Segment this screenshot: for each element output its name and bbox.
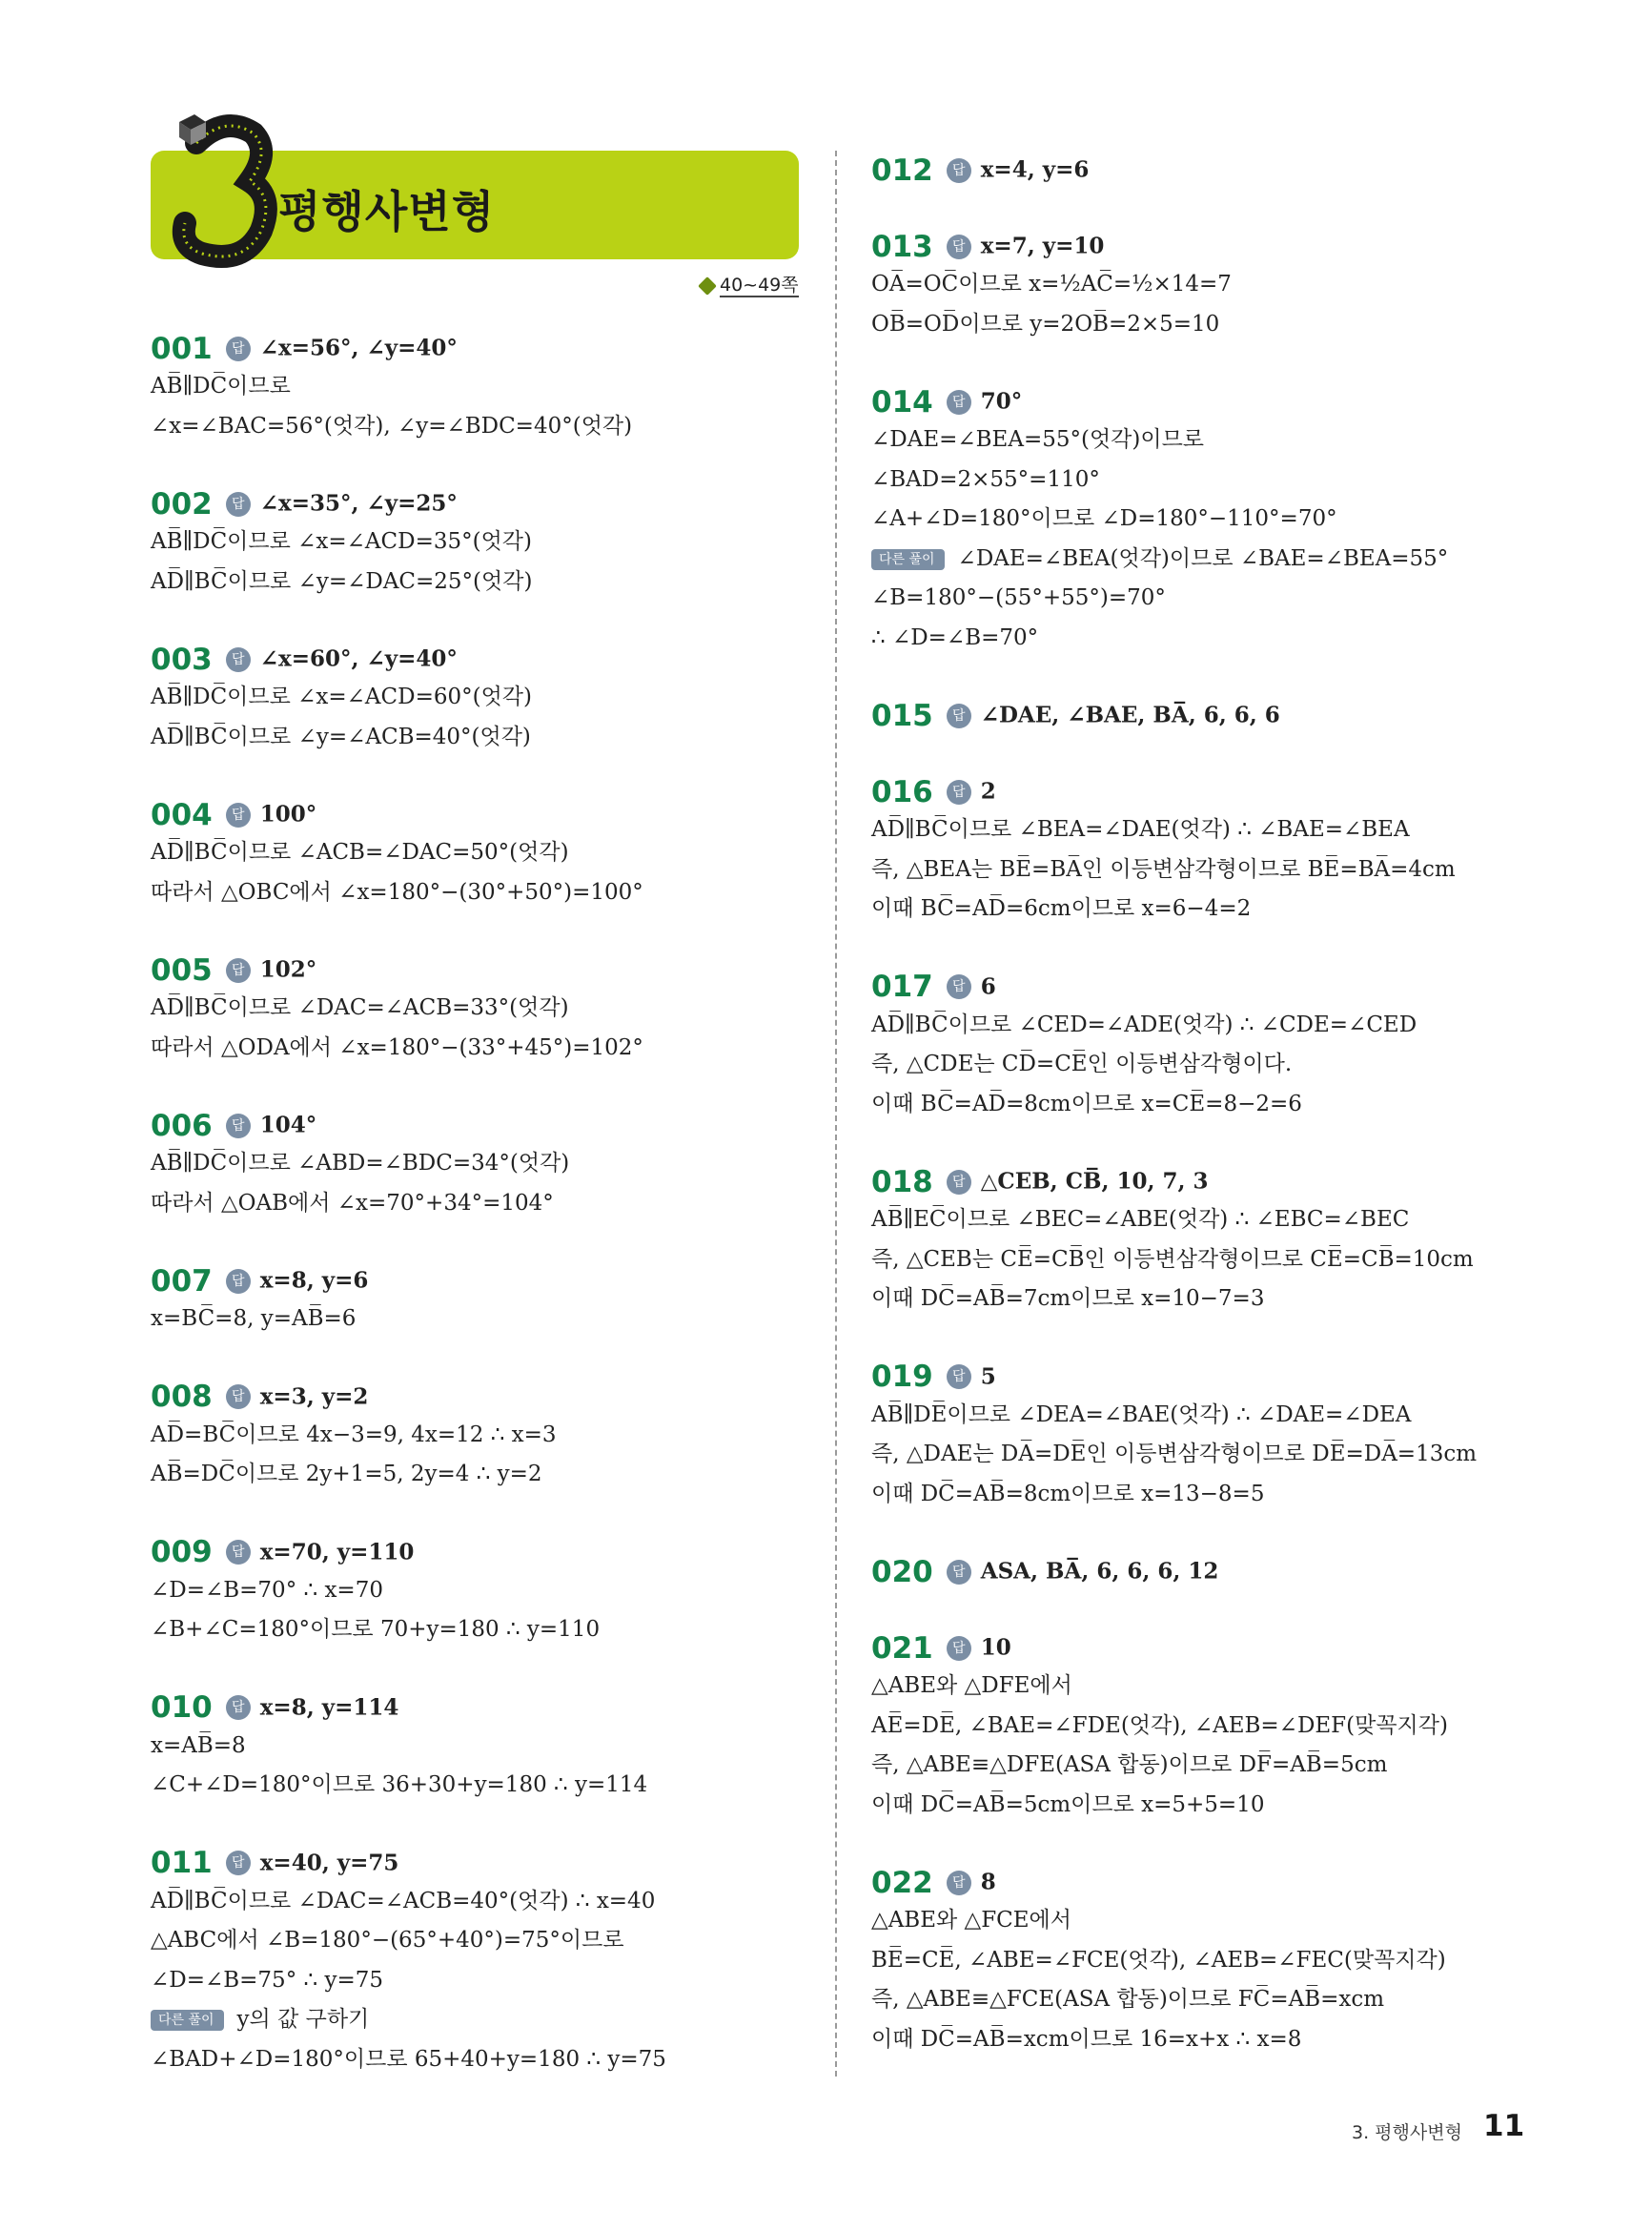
answer-text: ∠x=35°, ∠y=25° <box>259 490 458 517</box>
problem-header <box>151 484 837 522</box>
problem-number: 018 <box>871 1164 933 1199</box>
answer-badge-icon: 답 <box>947 974 971 999</box>
solution-line: ∠B=180°−(55°+55°)=70° <box>871 585 1166 610</box>
alt-solution-text: y의 값 구하기 <box>236 2007 370 2032</box>
answer-text: 104° <box>259 1112 317 1138</box>
solution-line: ∠C+∠D=180°이므로 36+30+y=180 ∴ y=114 <box>151 1772 648 1797</box>
solution-line: AD̅∥BC̅이므로 ∠y=∠DAC=25°(엇각) <box>151 568 533 594</box>
solution-line: AD̅∥BC̅이므로 ∠CED=∠ADE(엇각) ∴ ∠CDE=∠CED <box>871 1012 1417 1037</box>
problem-header <box>871 968 1529 1006</box>
solution-line: 이때 DC̅=AB̅=8cm이므로 x=13−8=5 <box>871 1481 1265 1506</box>
problem-number: 004 <box>151 797 213 832</box>
problem-007 <box>151 1261 837 1340</box>
problem-number: 017 <box>871 970 933 1004</box>
problem-number: 015 <box>871 698 933 733</box>
problem-020 <box>871 1552 1529 1590</box>
problem-number: 010 <box>151 1690 213 1725</box>
problem-number: 007 <box>151 1263 213 1299</box>
problem-header <box>871 1863 1529 1901</box>
problem-header <box>151 640 837 678</box>
answer-text: ASA, BA̅, 6, 6, 6, 12 <box>980 1558 1219 1585</box>
problem-number: 016 <box>871 774 933 809</box>
page-range <box>701 271 799 297</box>
problem-header <box>871 1162 1529 1200</box>
problem-header <box>151 795 837 833</box>
problem-number: 012 <box>871 153 933 188</box>
problem-header <box>151 951 837 989</box>
answer-text: △CEB, CB̅, 10, 7, 3 <box>980 1168 1209 1195</box>
answer-badge-icon: 답 <box>226 1540 251 1565</box>
solution-line: 이때 DC̅=AB̅=7cm이므로 x=10−7=3 <box>871 1286 1265 1311</box>
problem-013 <box>871 227 1529 344</box>
solution-line <box>151 2000 837 2040</box>
solution-line <box>871 540 1529 580</box>
solution-line: AB̅∥DE̅이므로 ∠DEA=∠BAE(엇각) ∴ ∠DAE=∠DEA <box>871 1401 1412 1427</box>
problem-header <box>871 1552 1529 1590</box>
problem-number: 014 <box>871 384 933 419</box>
right-column <box>871 151 1529 2097</box>
problem-header <box>871 772 1529 810</box>
answer-badge-icon: 답 <box>226 1384 251 1409</box>
solution-line: AB̅∥DC̅이므로 ∠ABD=∠BDC=34°(엇각) <box>151 1151 570 1176</box>
alt-solution-tag: 다른 풀이 <box>871 549 945 570</box>
solution-line: AD̅∥BC̅이므로 ∠ACB=∠DAC=50°(엇각) <box>151 840 569 865</box>
solution-line: OA̅=OC̅이므로 x=½AC̅=½×14=7 <box>871 272 1232 297</box>
answer-badge-icon: 답 <box>226 492 251 517</box>
problem-014 <box>871 382 1529 658</box>
answer-text: x=7, y=10 <box>980 233 1105 259</box>
solution-line: ∠B+∠C=180°이므로 70+y=180 ∴ y=110 <box>151 1617 601 1642</box>
problem-017 <box>871 968 1529 1125</box>
answer-badge-icon: 답 <box>947 1636 971 1661</box>
answer-text: ∠x=56°, ∠y=40° <box>259 335 458 361</box>
solution-line: ∠BAD+∠D=180°이므로 65+40+y=180 ∴ y=75 <box>151 2046 666 2072</box>
page-range-icon <box>698 276 717 296</box>
answer-badge-icon: 답 <box>226 958 251 983</box>
answer-badge-icon: 답 <box>226 337 251 361</box>
solution-line: AD̅=BC̅이므로 4x−3=9, 4x=12 ∴ x=3 <box>151 1422 557 1447</box>
answer-text: x=70, y=110 <box>259 1539 415 1565</box>
answer-badge-icon: 답 <box>947 158 971 183</box>
problem-004 <box>151 795 837 912</box>
solution-line: AB̅=DC̅이므로 2y+1=5, 2y=4 ∴ y=2 <box>151 1462 542 1486</box>
problem-header <box>151 1533 837 1571</box>
problem-008 <box>151 1378 837 1495</box>
answer-badge-icon: 답 <box>947 780 971 805</box>
answer-text: 6 <box>980 973 996 999</box>
problem-001 <box>151 329 837 446</box>
problem-number: 006 <box>151 1108 213 1143</box>
problem-015 <box>871 696 1529 734</box>
problem-022 <box>871 1863 1529 2059</box>
solution-line: 이때 DC̅=AB̅=5cm이므로 x=5+5=10 <box>871 1791 1265 1817</box>
answer-text: 8 <box>980 1869 996 1895</box>
problem-header <box>151 1378 837 1416</box>
problem-number: 005 <box>151 952 213 988</box>
problem-number: 009 <box>151 1535 213 1569</box>
problem-number: 001 <box>151 331 213 366</box>
answer-badge-icon: 답 <box>947 704 971 728</box>
answer-badge-icon: 답 <box>947 1170 971 1195</box>
problem-number: 020 <box>871 1554 933 1589</box>
problem-number: 022 <box>871 1865 933 1900</box>
problem-012 <box>871 151 1529 189</box>
problem-number: 021 <box>871 1630 933 1666</box>
problem-number: 019 <box>871 1360 933 1394</box>
answer-badge-icon: 답 <box>947 1871 971 1895</box>
solution-line: AD̅∥BC̅이므로 ∠y=∠ACB=40°(엇각) <box>151 724 531 749</box>
solution-line: AB̅∥DC̅이므로 ∠x=∠ACD=60°(엇각) <box>151 685 532 709</box>
answer-badge-icon: 답 <box>226 1851 251 1875</box>
solution-line: 이때 DC̅=AB̅=xcm이므로 16=x+x ∴ x=8 <box>871 2026 1302 2052</box>
problem-005 <box>151 951 837 1068</box>
solution-line: AB̅∥DC̅이므로 ∠x=∠ACD=35°(엇각) <box>151 529 532 554</box>
answer-text: 100° <box>259 801 317 828</box>
solution-line: OB̅=OD̅이므로 y=2OB̅=2×5=10 <box>871 311 1220 337</box>
problem-002 <box>151 484 837 602</box>
chapter-number-graphic <box>168 105 282 276</box>
solution-line: x=AB̅=8 <box>151 1732 246 1758</box>
chapter-title: 평행사변형 <box>278 186 496 237</box>
problem-header <box>151 1844 837 1882</box>
problem-header <box>151 1261 837 1299</box>
solution-line: AE̅=DE̅, ∠BAE=∠FDE(엇각), ∠AEB=∠DEF(맞꼭지각) <box>871 1712 1448 1738</box>
problem-006 <box>151 1106 837 1223</box>
solution-line: AD̅∥BC̅이므로 ∠DAC=∠ACB=33°(엇각) <box>151 995 569 1020</box>
problem-010 <box>151 1688 837 1806</box>
problem-019 <box>871 1358 1529 1515</box>
solution-line: x=BC̅=8, y=AB̅=6 <box>151 1306 357 1331</box>
solution-line: 즉, △CEB는 CE̅=CB̅인 이등변삼각형이므로 CE̅=CB̅=10cm <box>871 1246 1474 1272</box>
problem-header <box>871 1628 1529 1667</box>
footer-page-number: 11 <box>1483 2109 1525 2143</box>
solution-line: AD̅∥BC̅이므로 ∠BEA=∠DAE(엇각) ∴ ∠BAE=∠BEA <box>871 817 1410 842</box>
answer-badge-icon: 답 <box>947 390 971 415</box>
answer-text: x=40, y=75 <box>259 1850 399 1875</box>
page-range-text: 40~49쪽 <box>720 275 799 296</box>
problem-header <box>871 696 1529 734</box>
solution-line: 즉, △DAE는 DA̅=DE̅인 이등변삼각형이므로 DE̅=DA̅=13cm <box>871 1442 1478 1466</box>
answer-text: 10 <box>980 1634 1011 1661</box>
answer-badge-icon: 답 <box>226 1695 251 1720</box>
solution-line: ∠A+∠D=180°이므로 ∠D=180°−110°=70° <box>871 506 1337 531</box>
alt-solution-text: ∠DAE=∠BEA(엇각)이므로 ∠BAE=∠BEA=55° <box>957 545 1449 571</box>
answer-badge-icon: 답 <box>226 1269 251 1294</box>
solution-line: 이때 BC̅=AD̅=6cm이므로 x=6−4=2 <box>871 896 1252 921</box>
problem-016 <box>871 772 1529 930</box>
answer-text: x=8, y=114 <box>259 1694 399 1720</box>
problem-header <box>151 1106 837 1144</box>
solution-line: AB̅∥DC̅이므로 <box>151 374 291 399</box>
problem-header <box>871 227 1529 265</box>
problem-header <box>151 329 837 367</box>
solution-line: 따라서 △OAB에서 ∠x=70°+34°=104° <box>151 1190 554 1216</box>
solution-line: 따라서 △OBC에서 ∠x=180°−(30°+50°)=100° <box>151 879 643 905</box>
solution-line: 이때 BC̅=AD̅=8cm이므로 x=CE̅=8−2=6 <box>871 1091 1302 1116</box>
problem-number: 002 <box>151 486 213 522</box>
answer-badge-icon: 답 <box>226 803 251 828</box>
problem-003 <box>151 640 837 757</box>
answer-text: ∠x=60°, ∠y=40° <box>259 645 458 672</box>
problem-number: 003 <box>151 642 213 677</box>
answer-text: x=3, y=2 <box>259 1383 369 1409</box>
answer-badge-icon: 답 <box>947 235 971 259</box>
problem-number: 013 <box>871 229 933 264</box>
solution-line: BE̅=CE̅, ∠ABE=∠FCE(엇각), ∠AEB=∠FEC(맞꼭지각) <box>871 1947 1446 1973</box>
problem-header <box>871 1358 1529 1396</box>
solution-line: 즉, △ABE≡△DFE(ASA 합동)이므로 DF̅=AB̅=5cm <box>871 1752 1388 1777</box>
footer-chapter: 3. 평행사변형 <box>1352 2122 1462 2143</box>
solution-line: ∠DAE=∠BEA=55°(엇각)이므로 <box>871 427 1205 452</box>
solution-line: 즉, △ABE≡△FCE(ASA 합동)이므로 FC̅=AB̅=xcm <box>871 1987 1385 2012</box>
solution-line: AB̅∥EC̅이므로 ∠BEC=∠ABE(엇각) ∴ ∠EBC=∠BEC <box>871 1207 1410 1232</box>
answer-badge-icon: 답 <box>226 1114 251 1138</box>
solution-line: △ABE와 △DFE에서 <box>871 1673 1072 1698</box>
answer-badge-icon: 답 <box>947 1364 971 1389</box>
answer-text: 102° <box>259 956 317 983</box>
solution-line: 즉, △CDE는 CD̅=CE̅인 이등변삼각형이다. <box>871 1052 1293 1076</box>
problem-021 <box>871 1628 1529 1825</box>
answer-badge-icon: 답 <box>226 647 251 672</box>
answer-text: 70° <box>980 388 1023 415</box>
solution-line: ∠D=∠B=70° ∴ x=70 <box>151 1577 383 1603</box>
problem-header <box>871 382 1529 420</box>
solution-line: 따라서 △ODA에서 ∠x=180°−(33°+45°)=102° <box>151 1034 643 1060</box>
solution-line: ∠x=∠BAC=56°(엇각), ∠y=∠BDC=40°(엇각) <box>151 413 633 439</box>
answer-text: x=8, y=6 <box>259 1267 369 1294</box>
solution-line: △ABC에서 ∠B=180°−(65°+40°)=75°이므로 <box>151 1928 624 1953</box>
problem-011 <box>151 1844 837 2080</box>
problem-009 <box>151 1533 837 1650</box>
answer-text: x=4, y=6 <box>980 156 1090 183</box>
solution-line: ∠D=∠B=75° ∴ y=75 <box>151 1967 383 1993</box>
solution-line: AD̅∥BC̅이므로 ∠DAC=∠ACB=40°(엇각) ∴ x=40 <box>151 1888 656 1913</box>
problem-header <box>151 1688 837 1727</box>
solution-line: △ABE와 △FCE에서 <box>871 1908 1071 1933</box>
problem-number: 011 <box>151 1846 213 1880</box>
answer-text: ∠DAE, ∠BAE, BA̅, 6, 6, 6 <box>980 702 1280 728</box>
solution-line: 즉, △BEA는 BE̅=BA̅인 이등변삼각형이므로 BE̅=BA̅=4cm <box>871 856 1456 882</box>
left-column <box>151 329 837 2117</box>
problem-header <box>871 151 1529 189</box>
problem-number: 008 <box>151 1380 213 1414</box>
solution-line: ∠BAD=2×55°=110° <box>871 466 1100 492</box>
answer-badge-icon: 답 <box>947 1560 971 1585</box>
solution-line: ∴ ∠D=∠B=70° <box>871 624 1039 650</box>
alt-solution-tag: 다른 풀이 <box>151 2010 224 2031</box>
problem-018 <box>871 1162 1529 1320</box>
answer-text: 2 <box>980 778 996 805</box>
answer-text: 5 <box>980 1363 996 1389</box>
